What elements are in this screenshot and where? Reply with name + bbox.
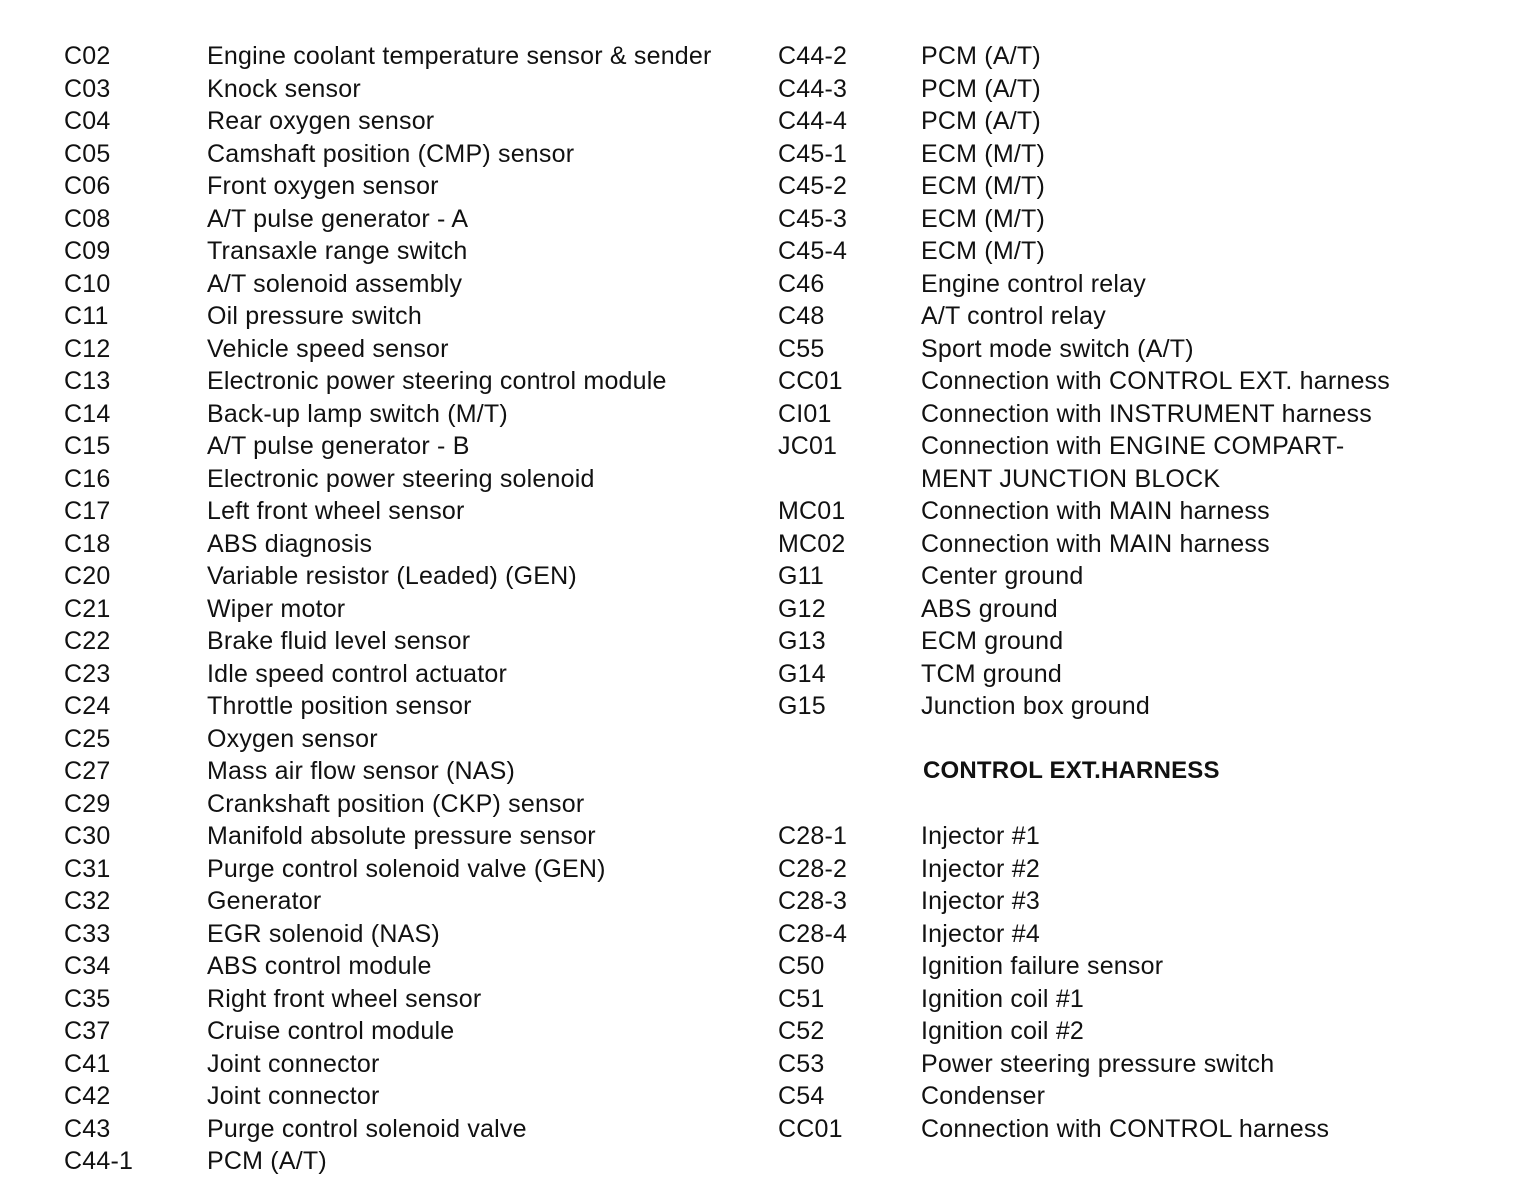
connector-code: C16	[64, 464, 111, 493]
connector-row	[64, 235, 764, 268]
connector-code: C53	[778, 1049, 825, 1078]
connector-row	[778, 690, 1518, 723]
connector-code: C03	[64, 74, 111, 103]
connector-code: C20	[64, 562, 111, 590]
connector-code: C45-1	[778, 139, 848, 168]
connector-code: C25	[64, 724, 111, 753]
section-gap	[778, 723, 1518, 756]
connector-row	[778, 105, 1518, 138]
connector-description: Knock sensor	[207, 74, 361, 103]
connector-description: ABS diagnosis	[207, 529, 373, 558]
connector-description: Injector #1	[921, 822, 1040, 850]
connector-row	[778, 1113, 1518, 1146]
connector-code: C02	[64, 42, 111, 70]
connector-code: C45-4	[778, 237, 848, 265]
section-title: CONTROL EXT.HARNESS	[923, 757, 1220, 784]
connector-row	[778, 40, 1518, 73]
connector-code: C09	[64, 237, 111, 265]
connector-description: TCM ground	[921, 659, 1062, 688]
connector-code: C10	[64, 269, 111, 298]
connector-description: Condenser	[921, 1082, 1046, 1110]
connector-row	[778, 528, 1518, 561]
connector-row	[64, 463, 764, 496]
connector-code: C04	[64, 107, 111, 135]
connector-row	[778, 1080, 1518, 1113]
connector-code: CI01	[778, 399, 832, 428]
connector-code: C32	[64, 887, 111, 915]
connector-code: C05	[64, 139, 111, 168]
connector-description: Wiper motor	[207, 594, 346, 623]
connector-description: Engine coolant temperature sensor & sender	[207, 42, 712, 70]
connector-description: PCM (A/T)	[921, 74, 1041, 103]
connector-row	[64, 885, 764, 918]
connector-code: C22	[64, 627, 111, 655]
connector-description: A/T pulse generator - B	[207, 432, 470, 460]
connector-description: Crankshaft position (CKP) sensor	[207, 789, 585, 818]
connector-row	[778, 820, 1518, 853]
connector-code: C54	[778, 1082, 825, 1110]
connector-description: Brake fluid level sensor	[207, 627, 471, 655]
connector-description: PCM (A/T)	[207, 1147, 327, 1175]
connector-description: A/T control relay	[921, 302, 1106, 330]
connector-description: ABS control module	[207, 952, 432, 980]
connector-description: Ignition coil #1	[921, 984, 1085, 1013]
connector-code: C28-4	[778, 919, 848, 948]
connector-code: C06	[64, 172, 111, 200]
connector-code: G11	[778, 562, 824, 590]
left-column	[64, 40, 764, 1178]
connector-description: Sport mode switch (A/T)	[921, 334, 1194, 363]
connector-description: Electronic power steering control module	[207, 367, 667, 395]
connector-description: Injector #2	[921, 854, 1040, 883]
connector-row	[64, 300, 764, 333]
connector-description: ECM ground	[921, 627, 1064, 655]
connector-description: PCM (A/T)	[921, 107, 1041, 135]
connector-code: C50	[778, 952, 825, 980]
connector-code: C29	[64, 789, 111, 818]
connector-row	[778, 950, 1518, 983]
connector-row	[64, 593, 764, 626]
connector-row	[778, 495, 1518, 528]
connector-description: Cruise control module	[207, 1017, 455, 1045]
connector-description: ECM (M/T)	[921, 139, 1045, 168]
connector-code: C30	[64, 822, 111, 850]
connector-row	[778, 983, 1518, 1016]
connector-description: A/T solenoid assembly	[207, 269, 463, 298]
connector-code: C28-2	[778, 854, 848, 883]
connector-code: C44-3	[778, 74, 848, 103]
connector-description: Oil pressure switch	[207, 302, 422, 330]
connector-description: Connection with ENGINE COMPART- MENT JUNCTION BLOCK	[921, 432, 1345, 493]
connector-row	[778, 560, 1518, 593]
connector-row	[64, 658, 764, 691]
right-column-entries	[778, 40, 1518, 723]
connector-row	[778, 658, 1518, 691]
section-gap	[778, 788, 1518, 821]
connector-row	[778, 333, 1518, 366]
connector-row	[778, 1015, 1518, 1048]
connector-description: Connection with INSTRUMENT harness	[921, 399, 1372, 428]
connector-row	[778, 885, 1518, 918]
connector-description: ECM (M/T)	[921, 237, 1045, 265]
connector-row	[778, 268, 1518, 301]
connector-description: Ignition coil #2	[921, 1017, 1085, 1045]
connector-description: ABS ground	[921, 594, 1058, 623]
connector-row	[64, 723, 764, 756]
connector-code: C12	[64, 334, 111, 363]
connector-code: G12	[778, 594, 826, 623]
connector-description: Oxygen sensor	[207, 724, 378, 753]
connector-code: C11	[64, 302, 109, 330]
connector-code: C48	[778, 302, 825, 330]
connector-description: Manifold absolute pressure sensor	[207, 822, 596, 850]
connector-description: Front oxygen sensor	[207, 172, 439, 200]
connector-row	[64, 73, 764, 106]
connector-row	[778, 625, 1518, 658]
connector-row	[64, 1080, 764, 1113]
connector-row	[64, 1113, 764, 1146]
connector-description: ECM (M/T)	[921, 204, 1045, 233]
connector-code: C27	[64, 757, 111, 785]
connector-code: C18	[64, 529, 111, 558]
connector-row	[778, 203, 1518, 236]
connector-row	[64, 820, 764, 853]
connector-code: C28-3	[778, 887, 848, 915]
connector-description: Rear oxygen sensor	[207, 107, 435, 135]
connector-code: C31	[64, 854, 111, 883]
connector-row	[64, 333, 764, 366]
connector-row	[778, 300, 1518, 333]
connector-row	[64, 430, 764, 463]
connector-row	[64, 398, 764, 431]
connector-description: Left front wheel sensor	[207, 497, 465, 525]
connector-row	[778, 398, 1518, 431]
connector-description: Connection with MAIN harness	[921, 529, 1270, 558]
connector-description: Connection with CONTROL harness	[921, 1114, 1330, 1143]
connector-description: Joint connector	[207, 1082, 380, 1110]
connector-description: Center ground	[921, 562, 1084, 590]
connector-row	[64, 625, 764, 658]
connector-code: C43	[64, 1114, 111, 1143]
connector-row	[778, 593, 1518, 626]
connector-row	[64, 755, 764, 788]
connector-row	[64, 1145, 764, 1178]
connector-row	[64, 1015, 764, 1048]
connector-description: Right front wheel sensor	[207, 984, 482, 1013]
connector-code: CC01	[778, 1114, 843, 1143]
connector-description: Variable resistor (Leaded) (GEN)	[207, 562, 577, 590]
connector-code: C51	[778, 984, 825, 1013]
connector-row	[64, 138, 764, 171]
connector-row	[64, 690, 764, 723]
connector-code: C34	[64, 952, 111, 980]
connector-row	[778, 430, 1518, 495]
connector-row	[778, 1048, 1518, 1081]
connector-row	[64, 983, 764, 1016]
connector-code: G13	[778, 627, 826, 655]
connector-code: C14	[64, 399, 111, 428]
connector-code: C45-3	[778, 204, 848, 233]
connector-code: C23	[64, 659, 111, 688]
connector-code: C24	[64, 692, 111, 720]
connector-description: Generator	[207, 887, 322, 915]
connector-row	[778, 235, 1518, 268]
connector-description: Idle speed control actuator	[207, 659, 508, 688]
connector-description: Joint connector	[207, 1049, 380, 1078]
connector-code: C08	[64, 204, 111, 233]
connector-code: C44-4	[778, 107, 848, 135]
connector-code: C21	[64, 594, 111, 623]
connector-code: C52	[778, 1017, 825, 1045]
connector-row	[64, 950, 764, 983]
connector-code: JC01	[778, 432, 838, 460]
connector-code: MC01	[778, 497, 846, 525]
connector-row	[64, 788, 764, 821]
connector-description: Throttle position sensor	[207, 692, 472, 720]
connector-code: C41	[64, 1049, 111, 1078]
connector-description: Purge control solenoid valve	[207, 1114, 527, 1143]
connector-code: C42	[64, 1082, 111, 1110]
connector-description: PCM (A/T)	[921, 42, 1041, 70]
connector-description: Back-up lamp switch (M/T)	[207, 399, 508, 428]
connector-description: Ignition failure sensor	[921, 952, 1164, 980]
connector-row	[64, 365, 764, 398]
connector-code: C55	[778, 334, 825, 363]
connector-description: Electronic power steering solenoid	[207, 464, 595, 493]
connector-code: C28-1	[778, 822, 848, 850]
connector-row	[64, 560, 764, 593]
connector-code: C33	[64, 919, 111, 948]
connector-description: Camshaft position (CMP) sensor	[207, 139, 575, 168]
connector-code: C46	[778, 269, 825, 298]
connector-code: MC02	[778, 529, 846, 558]
connector-row	[64, 528, 764, 561]
connector-row	[778, 138, 1518, 171]
connector-description: Connection with MAIN harness	[921, 497, 1270, 525]
connector-code: C44-1	[64, 1147, 134, 1175]
connector-description: Vehicle speed sensor	[207, 334, 449, 363]
connector-code: C37	[64, 1017, 111, 1045]
connector-code: G15	[778, 692, 826, 720]
connector-description: Power steering pressure switch	[921, 1049, 1275, 1078]
connector-row	[64, 495, 764, 528]
connector-code: C13	[64, 367, 111, 395]
connector-row	[64, 918, 764, 951]
connector-row	[64, 105, 764, 138]
connector-row	[778, 73, 1518, 106]
connector-code: G14	[778, 659, 826, 688]
connector-row	[778, 365, 1518, 398]
connector-description: ECM (M/T)	[921, 172, 1045, 200]
connector-description: Injector #3	[921, 887, 1040, 915]
connector-description: Purge control solenoid valve (GEN)	[207, 854, 606, 883]
connector-description: EGR solenoid (NAS)	[207, 919, 440, 948]
connector-code: C17	[64, 497, 111, 525]
connector-code: C44-2	[778, 42, 848, 70]
connector-row	[64, 40, 764, 73]
connector-code: C45-2	[778, 172, 848, 200]
connector-description: Mass air flow sensor (NAS)	[207, 757, 516, 785]
connector-row	[778, 853, 1518, 886]
connector-description: A/T pulse generator - A	[207, 204, 469, 233]
connector-row	[64, 853, 764, 886]
connector-row	[64, 1048, 764, 1081]
connector-row	[64, 170, 764, 203]
connector-description: Engine control relay	[921, 269, 1146, 298]
connector-row	[64, 203, 764, 236]
section-entries	[778, 820, 1518, 1145]
connector-description: Injector #4	[921, 919, 1040, 948]
connector-description: Transaxle range switch	[207, 237, 468, 265]
connector-description: Connection with CONTROL EXT. harness	[921, 367, 1390, 395]
right-column	[778, 40, 1518, 1145]
connector-row	[778, 918, 1518, 951]
connector-row	[64, 268, 764, 301]
connector-code: C35	[64, 984, 111, 1013]
connector-description: Junction box ground	[921, 692, 1150, 720]
connector-code: CC01	[778, 367, 843, 395]
connector-row	[778, 170, 1518, 203]
connector-code: C15	[64, 432, 111, 460]
